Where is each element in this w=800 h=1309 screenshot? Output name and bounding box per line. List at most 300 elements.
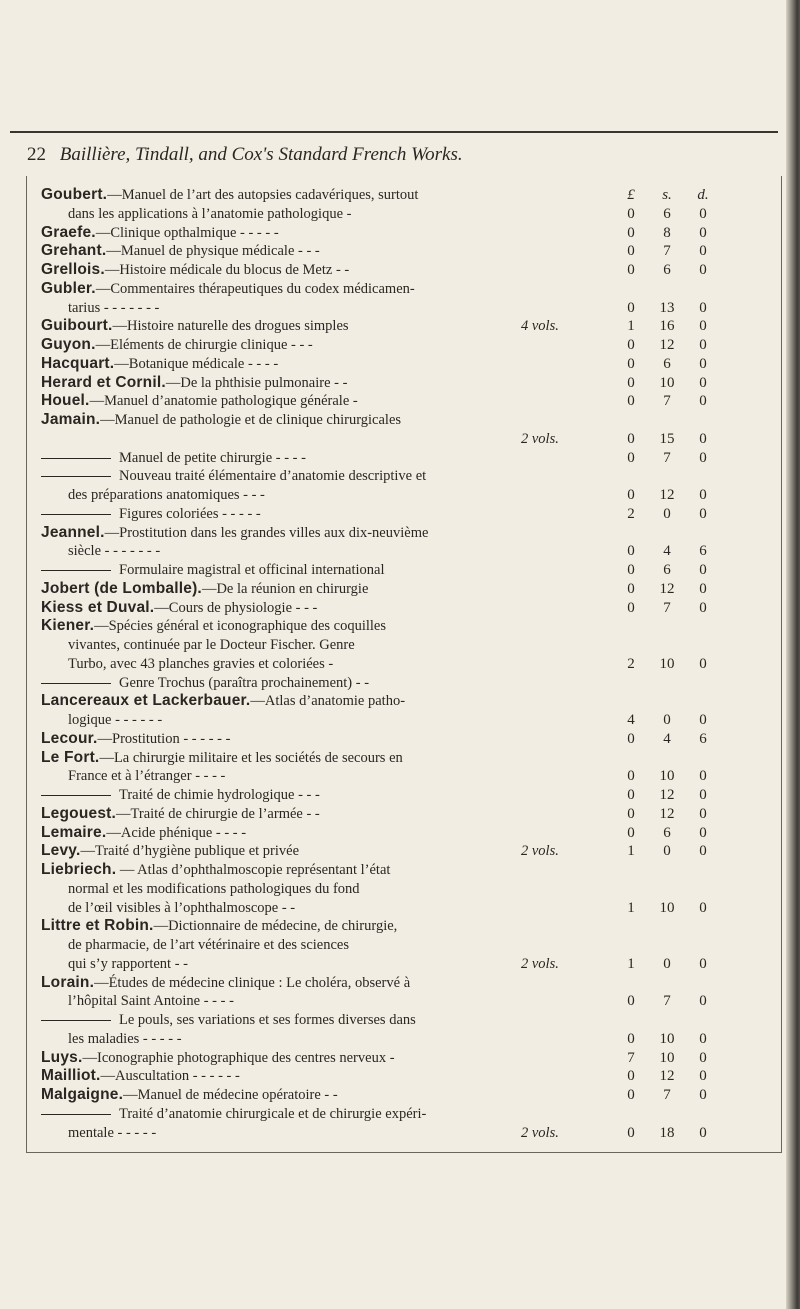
price-pounds: 0	[627, 1124, 635, 1141]
price-pounds: 1	[627, 955, 635, 972]
price-shillings: 10	[659, 655, 675, 672]
entry-title: Figures coloriées - - - - -	[119, 505, 261, 522]
price-pounds: 0	[627, 487, 635, 503]
entry-text	[68, 635, 621, 655]
catalogue-line	[41, 260, 772, 280]
price-pounds: 2	[627, 505, 635, 522]
price-pounds: 0	[627, 337, 635, 353]
author-name: Luys.	[41, 1048, 83, 1066]
author-name: Houel.	[41, 392, 90, 410]
price-pence: 0	[699, 955, 707, 972]
price-pence: 0	[699, 299, 707, 316]
author-name: Levy.	[41, 842, 81, 860]
price-shillings: 12	[659, 787, 675, 803]
catalogue-line	[41, 860, 772, 880]
price-pence: 0	[699, 993, 707, 1010]
entry-text	[41, 804, 621, 824]
catalogue-line	[41, 766, 772, 786]
entry-text	[41, 504, 621, 524]
price-pounds: 0	[627, 1087, 635, 1103]
price-shillings: 4	[663, 730, 671, 747]
entry-title: —Manuel de physique médicale - - -	[106, 243, 320, 260]
price	[617, 316, 767, 336]
entry-title: —Cours de physiologie - - -	[154, 599, 318, 616]
author-name: Grellois.	[41, 261, 105, 278]
price	[617, 279, 767, 299]
price-shillings: 10	[659, 374, 675, 391]
entry-title: —Atlas d’anatomie patho-	[250, 693, 406, 710]
catalogue-line	[41, 616, 772, 636]
price-pounds: 0	[627, 1030, 635, 1047]
price	[617, 373, 767, 393]
price-pounds: 0	[627, 262, 635, 278]
price-shillings: 7	[663, 243, 671, 260]
price-pence: 0	[699, 712, 707, 728]
price-pounds: 2	[627, 655, 635, 672]
price-pounds: 4	[627, 712, 635, 728]
entry-text	[68, 485, 621, 505]
volume-count: 2 vols.	[521, 1124, 559, 1141]
price	[617, 748, 767, 768]
price-shillings: 0	[663, 712, 671, 728]
price-pence: d.	[697, 187, 709, 203]
price-pounds: 0	[627, 393, 635, 410]
price-pence: 0	[699, 337, 707, 353]
entry-text	[41, 354, 621, 374]
price-shillings: 6	[663, 562, 671, 578]
catalogue-line	[41, 823, 772, 843]
catalogue-line	[41, 954, 772, 974]
ditto-rule	[41, 476, 111, 477]
price	[617, 991, 767, 1011]
entry-text	[41, 748, 621, 768]
price	[617, 673, 767, 693]
price-pence: 0	[699, 1068, 707, 1085]
author-name: Lemaire.	[41, 823, 107, 841]
price-shillings: 18	[659, 1124, 675, 1141]
ditto-rule	[41, 514, 111, 515]
entry-text	[68, 710, 621, 730]
entry-title: dans les applications à l’anatomie pathologique -	[68, 205, 352, 222]
price-shillings: 0	[663, 843, 671, 860]
price	[617, 710, 767, 730]
price	[617, 1048, 767, 1068]
entry-text	[68, 298, 621, 318]
price-shillings: 7	[663, 449, 671, 466]
entry-title: —De la phthisie pulmonaire - -	[165, 374, 348, 391]
catalogue-line	[41, 710, 772, 730]
catalogue-line	[41, 654, 772, 674]
entry-text	[41, 598, 621, 618]
entry-title: Nouveau traité élémentaire d’anatomie descriptive et	[119, 468, 427, 485]
entry-title: Traité d’anatomie chirurgicale et de chirurgie expéri-	[119, 1105, 427, 1122]
catalogue-line	[41, 804, 772, 824]
entry-title: —Prostitution - - - - - -	[97, 730, 231, 747]
price	[617, 635, 767, 655]
price-pence: 0	[699, 262, 707, 278]
price-shillings: s.	[662, 187, 672, 203]
catalogue-line	[41, 241, 772, 261]
price-pence: 0	[699, 787, 707, 803]
entry-title: —Clinique opthalmique - - - - -	[95, 224, 279, 241]
entry-title: —Histoire médicale du blocus de Metz - -	[104, 262, 350, 278]
ditto-rule	[41, 1114, 111, 1115]
catalogue-line	[41, 785, 772, 805]
price-pounds: 0	[627, 543, 635, 560]
price	[617, 410, 767, 430]
catalogue-line	[41, 560, 772, 580]
volume-count: 4 vols.	[521, 318, 559, 335]
catalogue-line	[41, 335, 772, 355]
catalogue-line	[41, 691, 772, 711]
entry-text	[41, 260, 621, 280]
catalogue-line	[41, 916, 772, 936]
author-name: Kiener.	[41, 617, 95, 635]
author-name: Jobert (de Lomballe).	[41, 579, 202, 597]
entry-text	[68, 935, 621, 955]
catalogue-line	[41, 1123, 772, 1143]
price	[617, 823, 767, 843]
price-pounds: 0	[627, 355, 635, 372]
price-pounds: 0	[627, 805, 635, 822]
price	[617, 1029, 767, 1049]
entry-title: de pharmacie, de l’art vétérinaire et des sciences	[68, 937, 349, 953]
catalogue-line	[41, 729, 772, 749]
entry-title: des préparations anatomiques - - -	[68, 487, 265, 503]
entry-title: Turbo, avec 43 planches gravies et coloriées -	[68, 655, 334, 672]
price-pence: 6	[699, 543, 707, 560]
price	[617, 785, 767, 805]
price	[617, 973, 767, 993]
volume-count: 2 vols.	[521, 430, 559, 447]
author-name: Grehant.	[41, 242, 107, 260]
volume-count: 2 vols.	[521, 843, 559, 860]
entry-title: —Histoire naturelle des drogues simples	[112, 318, 349, 335]
price-pence: 0	[699, 393, 707, 410]
catalogue-line	[41, 973, 772, 993]
entry-text	[41, 673, 621, 693]
price-pounds: 0	[627, 580, 635, 597]
entry-title: —Manuel de l’art des autopsies cadavériques, surtout	[107, 187, 419, 203]
entry-title: —Spécies général et iconographique des coquilles	[94, 618, 387, 635]
catalogue-line	[41, 1066, 772, 1086]
entry-title: de l’œil visibles à l’ophthalmoscope - -	[68, 899, 296, 916]
volume-count: 2 vols.	[521, 955, 559, 972]
catalogue-line	[41, 598, 772, 618]
price	[617, 879, 767, 899]
price-pounds: 0	[627, 824, 635, 841]
author-name: Jamain.	[41, 411, 101, 428]
price-pence: 0	[699, 205, 707, 222]
entry-title: —Prostitution dans les grandes villes aux dix-neuvième	[104, 524, 429, 541]
price-pounds: 7	[627, 1049, 635, 1066]
price-pence: 0	[699, 1087, 707, 1103]
catalogue-line	[41, 748, 772, 768]
price	[617, 1066, 767, 1086]
entry-text	[41, 579, 621, 599]
author-name: Hacquart.	[41, 354, 115, 372]
page-number: 22	[27, 144, 46, 165]
price	[617, 391, 767, 411]
entry-text	[41, 335, 621, 355]
author-name: Lorain.	[41, 973, 95, 991]
catalogue-line	[41, 466, 772, 486]
catalogue-line	[41, 1085, 772, 1105]
price-shillings: 12	[659, 1068, 675, 1085]
price	[617, 429, 767, 449]
author-name: Le Fort.	[41, 748, 100, 766]
price	[617, 204, 767, 224]
entry-title: logique - - - - - -	[68, 712, 163, 728]
catalogue-line	[41, 316, 772, 336]
author-name: Lecour.	[41, 729, 98, 747]
price-pence: 0	[699, 580, 707, 597]
price-pounds: 0	[627, 205, 635, 222]
price	[617, 504, 767, 524]
catalogue-line	[41, 523, 772, 543]
price-pence: 0	[699, 430, 707, 447]
entry-text	[41, 279, 621, 299]
author-name: Graefe.	[41, 223, 96, 241]
catalogue-line	[41, 485, 772, 505]
catalogue-line	[41, 298, 772, 318]
price	[617, 485, 767, 505]
entry-title: qui s’y rapportent - -	[68, 955, 188, 972]
price	[617, 466, 767, 486]
entry-title: tarius - - - - - - -	[68, 299, 160, 316]
price	[617, 766, 767, 786]
catalogue-line	[41, 935, 772, 955]
entry-text	[41, 241, 621, 261]
price	[617, 954, 767, 974]
entry-text	[41, 916, 621, 936]
entry-text	[41, 785, 621, 805]
catalogue-line	[41, 429, 772, 449]
catalogue-line	[41, 504, 772, 524]
entry-text	[41, 1104, 621, 1124]
catalogue-line	[41, 185, 772, 205]
price-pounds: 0	[627, 243, 635, 260]
catalogue-line	[41, 223, 772, 243]
entry-title: normal et les modifications pathologiques du fond	[68, 880, 360, 897]
entry-text	[41, 410, 621, 430]
price-pence: 0	[699, 899, 707, 916]
catalogue-line	[41, 579, 772, 599]
entry-text	[68, 1029, 621, 1049]
catalogue-line	[41, 635, 772, 655]
entry-text	[41, 729, 621, 749]
catalogue-line	[41, 279, 772, 299]
catalogue-line	[41, 1104, 772, 1124]
price-pence: 0	[699, 224, 707, 241]
price	[617, 841, 767, 861]
ditto-rule	[41, 1020, 111, 1021]
price-pence: 0	[699, 1030, 707, 1047]
entry-title: —Manuel d’anatomie pathologique générale -	[89, 393, 358, 410]
author-name: Herard et Cornil.	[41, 373, 166, 391]
entry-text	[41, 185, 621, 205]
entry-title: —Commentaires thérapeutiques du codex médicamen-	[95, 280, 415, 297]
price	[617, 916, 767, 936]
entry-text	[41, 1085, 621, 1105]
price	[617, 654, 767, 674]
catalogue-line	[41, 410, 772, 430]
price-shillings: 6	[663, 205, 671, 222]
price-pounds: 0	[627, 449, 635, 466]
price	[617, 598, 767, 618]
price-shillings: 13	[659, 299, 675, 316]
price-shillings: 10	[659, 1030, 675, 1047]
author-name: Gubler.	[41, 279, 96, 297]
price	[617, 185, 767, 205]
entry-title: Traité de chimie hydrologique - - -	[119, 787, 320, 803]
price-pounds: 1	[627, 899, 635, 916]
entry-title: —Auscultation - - - - - -	[100, 1068, 240, 1085]
price-shillings: 10	[659, 899, 675, 916]
price-pence: 0	[699, 487, 707, 503]
entry-text	[41, 391, 621, 411]
price	[617, 935, 767, 955]
entry-text	[41, 1048, 621, 1068]
price-shillings: 12	[659, 487, 675, 503]
price	[617, 541, 767, 561]
price-shillings: 0	[663, 505, 671, 522]
entry-title: —Iconographie photographique des centres nerveux -	[82, 1049, 395, 1066]
price	[617, 1010, 767, 1030]
entry-text	[41, 560, 621, 580]
catalogue-line	[41, 373, 772, 393]
price-shillings: 12	[659, 805, 675, 822]
catalogue-line	[41, 1029, 772, 1049]
entry-text	[68, 766, 621, 786]
price-shillings: 10	[659, 768, 675, 785]
entry-title: — Atlas d’ophthalmoscopie représentant l’état	[116, 862, 391, 878]
price-pounds: 0	[627, 730, 635, 747]
catalogue-line	[41, 898, 772, 918]
price-pence: 0	[699, 655, 707, 672]
price	[617, 223, 767, 243]
entry-title: —Traité d’hygiène publique et privée	[80, 843, 300, 860]
price-pence: 0	[699, 355, 707, 372]
entry-title: —Acide phénique - - - -	[106, 824, 247, 841]
price-pence: 0	[699, 374, 707, 391]
entry-title: Manuel de petite chirurgie - - - -	[119, 449, 306, 466]
price-pence: 0	[699, 843, 707, 860]
price-shillings: 7	[663, 599, 671, 616]
price-pence: 0	[699, 243, 707, 260]
entry-title: —Manuel de pathologie et de clinique chirurgicales	[100, 412, 402, 428]
price-shillings: 8	[663, 224, 671, 241]
price-pounds: £	[627, 187, 635, 203]
price-shillings: 7	[663, 993, 671, 1010]
price	[617, 1085, 767, 1105]
author-name: Goubert.	[41, 186, 108, 203]
price-pence: 0	[699, 824, 707, 841]
price	[617, 560, 767, 580]
entry-text	[68, 204, 621, 224]
price-shillings: 6	[663, 824, 671, 841]
author-name: Liebriech.	[41, 861, 117, 878]
price-pounds: 0	[627, 768, 635, 785]
price-pounds: 0	[627, 787, 635, 803]
price-shillings: 15	[659, 430, 675, 447]
price-pence: 0	[699, 599, 707, 616]
price-shillings: 16	[659, 318, 675, 335]
price	[617, 616, 767, 636]
price	[617, 448, 767, 468]
entry-text	[41, 1066, 621, 1086]
catalogue-line	[41, 391, 772, 411]
price-pence: 0	[699, 318, 707, 335]
price-pounds: 0	[627, 599, 635, 616]
entry-title: —Botanique médicale - - - -	[114, 355, 279, 372]
price	[617, 523, 767, 543]
entry-text	[41, 448, 621, 468]
price	[617, 860, 767, 880]
price	[617, 335, 767, 355]
author-name: Littre et Robin.	[41, 917, 154, 935]
price-pence: 6	[699, 730, 707, 747]
price-pence: 0	[699, 768, 707, 785]
catalogue-line	[41, 448, 772, 468]
price-pounds: 0	[627, 299, 635, 316]
entry-title: —Dictionnaire de médecine, de chirurgie,	[153, 918, 398, 935]
price-pence: 0	[699, 805, 707, 822]
price-pounds: 0	[627, 374, 635, 391]
ditto-rule	[41, 683, 111, 684]
price	[617, 241, 767, 261]
price	[617, 898, 767, 918]
price-pounds: 1	[627, 843, 635, 860]
catalogue-line	[41, 841, 772, 861]
price-shillings: 0	[663, 955, 671, 972]
price	[617, 260, 767, 280]
price-pence: 0	[699, 562, 707, 578]
entry-text	[41, 373, 621, 393]
entry-text	[41, 691, 621, 711]
price-shillings: 12	[659, 337, 675, 353]
entry-title: —La chirurgie militaire et les sociétés de secours en	[99, 749, 403, 766]
entry-text	[41, 860, 621, 880]
entry-text	[68, 654, 621, 674]
author-name: Lancereaux et Lackerbauer.	[41, 692, 251, 710]
price-shillings: 7	[663, 393, 671, 410]
price-pence: 0	[699, 505, 707, 522]
entry-text	[41, 1010, 621, 1030]
entry-title: les maladies - - - - -	[68, 1030, 182, 1047]
ditto-rule	[41, 795, 111, 796]
entry-title: mentale - - - - -	[68, 1124, 157, 1141]
price-shillings: 6	[663, 355, 671, 372]
catalogue-line	[41, 354, 772, 374]
catalogue-line	[41, 879, 772, 899]
price	[617, 298, 767, 318]
entry-text	[41, 466, 621, 486]
entry-text	[41, 616, 621, 636]
price-pounds: 1	[627, 318, 635, 335]
entry-text	[68, 541, 621, 561]
author-name: Mailliot.	[41, 1067, 101, 1085]
entry-text	[41, 973, 621, 993]
price-shillings: 7	[663, 1087, 671, 1103]
catalogue-line	[41, 541, 772, 561]
price	[617, 1104, 767, 1124]
entry-title: vivantes, continuée par le Docteur Fischer. Genre	[68, 637, 355, 653]
entry-title: —Traité de chirurgie de l’armée - -	[116, 805, 320, 822]
entry-text	[41, 823, 621, 843]
price-pence: 0	[699, 1049, 707, 1066]
entry-text	[68, 879, 621, 899]
